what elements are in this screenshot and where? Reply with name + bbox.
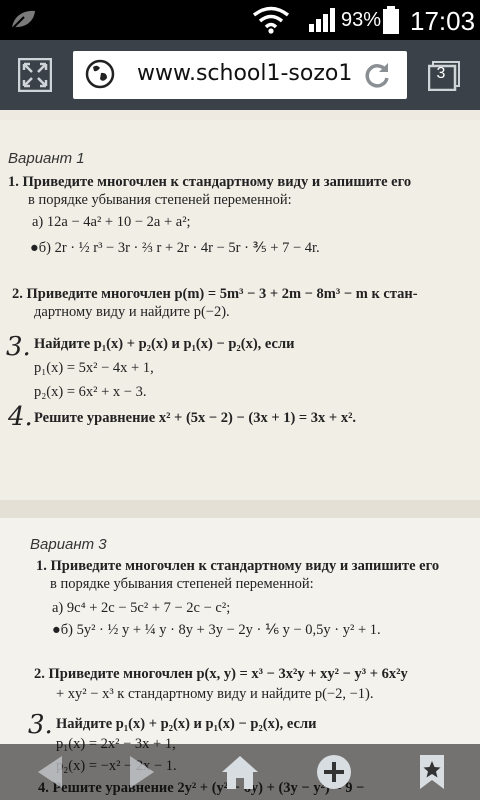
globe-icon (85, 59, 115, 89)
url-text[interactable]: www.school1-sozo1 (137, 61, 353, 86)
task2-text: дартному виду и найдите p(−2). (34, 304, 230, 320)
task3-text: Найдите p₁(x) + p₂(x) и p₁(x) − p₂(x), если (34, 336, 295, 352)
battery-percent: 93% (341, 9, 382, 31)
task4-text: Решите уравнение x² + (5x − 2) − (3x + 1) = 3x + x². (34, 410, 357, 426)
forward-icon[interactable] (118, 752, 162, 792)
task2-text: 2. Приведите многочлен p(x, y) = x³ − 3x²y + xy² − y³ + 6x²y (34, 666, 408, 682)
task1-text: в порядке убывания степеней переменной: (50, 576, 314, 592)
address-bar[interactable] (73, 51, 407, 99)
back-icon[interactable] (30, 752, 74, 792)
task2-text: 2. Приведите многочлен p(m) = 5m³ − 3 + 2m − 8m³ − m к стан- (12, 286, 418, 302)
task1-a: а) 12a − 4a² + 10 − 2a + a²; (32, 214, 191, 230)
task3-handwritten-number: 3. (6, 332, 31, 362)
task3-handwritten-number: 3. (28, 710, 53, 740)
home-icon[interactable] (218, 752, 262, 792)
task1-b: ●б) 2r · ½ r³ − 3r · ⅔ r + 2r · 4r − 5r · ⅗ + 7 − 4r. (30, 240, 320, 256)
bookmark-icon[interactable] (410, 752, 454, 792)
task1-text: 1. Приведите многочлен к стандартному виду и запишите его (36, 558, 440, 574)
page-gap (0, 500, 480, 518)
task1-b: ●б) 5y² · ½ y + ¼ y · 8y + 3y − 2y · ⅙ y − 0,5y · y² + 1. (52, 622, 381, 638)
fullscreen-icon[interactable] (18, 58, 52, 92)
bottom-nav-bar (0, 744, 480, 800)
browser-toolbar (0, 40, 480, 110)
tab-count: 3 (436, 65, 446, 82)
reload-icon[interactable] (361, 59, 393, 91)
battery-icon (382, 6, 400, 34)
task2-text: + xy² − x³ к стандартному виду и найдите p(−2, −1). (56, 686, 374, 702)
task4-handwritten-number: 4. (8, 402, 33, 432)
task1-text: в порядке убывания степеней переменной: (28, 192, 292, 208)
web-page-content[interactable] (0, 110, 480, 800)
variant-1-sheet (0, 120, 480, 500)
clock: 17:03 (410, 6, 476, 36)
add-tab-icon[interactable] (312, 752, 356, 792)
task1-a: а) 9c⁴ + 2c − 5c² + 7 − 2c − c²; (52, 600, 231, 616)
task1-text: 1. Приведите многочлен к стандартному виду и запишите его (8, 174, 412, 190)
signal-icon (308, 8, 338, 32)
status-bar (0, 0, 480, 40)
task3-p2: p₂(x) = 6x² + x − 3. (34, 384, 147, 400)
leaf-icon (8, 8, 38, 32)
task3-p1: p₁(x) = 5x² − 4x + 1, (34, 360, 154, 376)
wifi-icon (252, 6, 290, 34)
task3-text: Найдите p₁(x) + p₂(x) и p₁(x) − p₂(x), если (56, 716, 317, 732)
variant-3-title: Вариант 3 (30, 536, 107, 553)
variant-1-title: Вариант 1 (8, 150, 85, 167)
tabs-button[interactable] (428, 61, 460, 91)
